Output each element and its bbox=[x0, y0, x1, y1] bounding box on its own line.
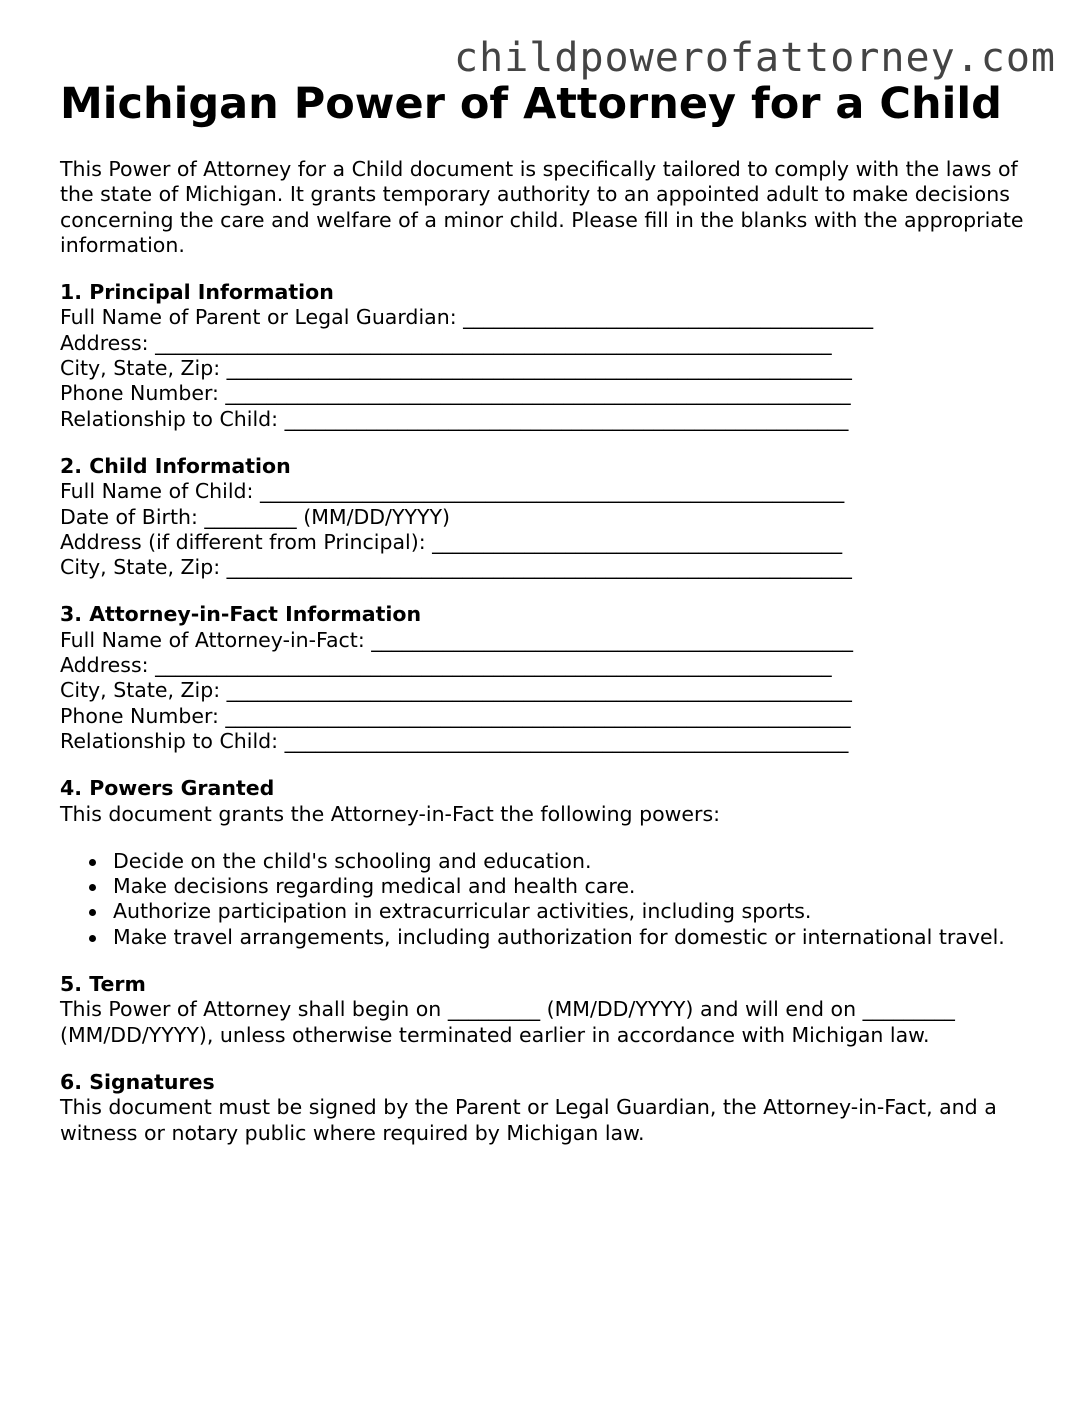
principal-full-name-field[interactable]: Full Name of Parent or Legal Guardian: ________________________________________ bbox=[60, 305, 874, 330]
signatures-paragraph: This document must be signed by the Parent or Legal Guardian, the Attorney-in-Fact, and a witness or notary public where required by Michigan law. bbox=[60, 1095, 997, 1145]
attorney-fields bbox=[60, 628, 1035, 754]
list-item: Decide on the child's schooling and education. bbox=[113, 849, 1035, 874]
section-heading-term: 5. Term bbox=[60, 972, 146, 997]
powers-intro: This document grants the Attorney-in-Fact the following powers: bbox=[60, 801, 721, 826]
section-heading-powers: 4. Powers Granted bbox=[60, 776, 275, 801]
principal-address-field[interactable]: Address: __________________________________________________________________ bbox=[60, 330, 832, 355]
principal-city-state-zip-field[interactable]: City, State, Zip: _____________________________________________________________ bbox=[60, 356, 852, 381]
list-item: Authorize participation in extracurricular activities, including sports. bbox=[113, 899, 1035, 924]
intro-paragraph: This Power of Attorney for a Child document is specifically tailored to comply with the laws of the state of Michigan. It grants temporary authority to an appointed adult to make decisions concerning the care and welfare of a minor child. Please fill in the blanks with the appropriate information. bbox=[60, 157, 1024, 257]
section-heading-signatures: 6. Signatures bbox=[60, 1069, 215, 1094]
child-full-name-field[interactable]: Full Name of Child: _________________________________________________________ bbox=[60, 479, 845, 504]
list-item: Make decisions regarding medical and health care. bbox=[113, 874, 1035, 899]
attorney-address-field[interactable]: Address: __________________________________________________________________ bbox=[60, 653, 832, 678]
child-date-of-birth-field[interactable]: Date of Birth: _________ (MM/DD/YYYY) bbox=[60, 504, 451, 529]
attorney-city-state-zip-field[interactable]: City, State, Zip: _____________________________________________________________ bbox=[60, 678, 852, 703]
term-paragraph: This Power of Attorney shall begin on _________ (MM/DD/YYYY) and will end on _________ (MM/DD/YYYY), unless otherwise terminated earlier in accordance with Michigan law. bbox=[60, 997, 955, 1047]
child-address-field[interactable]: Address (if different from Principal): ________________________________________ bbox=[60, 529, 843, 554]
principal-phone-field[interactable]: Phone Number: _____________________________________________________________ bbox=[60, 381, 851, 406]
document-body bbox=[60, 157, 1035, 1168]
child-fields bbox=[60, 479, 1035, 580]
section-heading-attorney: 3. Attorney-in-Fact Information bbox=[60, 602, 422, 627]
section-heading-child: 2. Child Information bbox=[60, 453, 291, 478]
section-heading-principal: 1. Principal Information bbox=[60, 280, 334, 305]
attorney-full-name-field[interactable]: Full Name of Attorney-in-Fact: _______________________________________________ bbox=[60, 627, 854, 652]
principal-relationship-field[interactable]: Relationship to Child: _______________________________________________________ bbox=[60, 406, 849, 431]
principal-fields bbox=[60, 305, 1035, 431]
attorney-phone-field[interactable]: Phone Number: _____________________________________________________________ bbox=[60, 703, 851, 728]
attorney-relationship-field[interactable]: Relationship to Child: _______________________________________________________ bbox=[60, 728, 849, 753]
document-title: Michigan Power of Attorney for a Child bbox=[60, 79, 1002, 129]
list-item: Make travel arrangements, including authorization for domestic or international travel. bbox=[113, 925, 1035, 950]
child-city-state-zip-field[interactable]: City, State, Zip: _____________________________________________________________ bbox=[60, 555, 852, 580]
watermark: childpowerofattorney.com bbox=[454, 35, 1056, 81]
powers-list bbox=[60, 849, 1035, 950]
